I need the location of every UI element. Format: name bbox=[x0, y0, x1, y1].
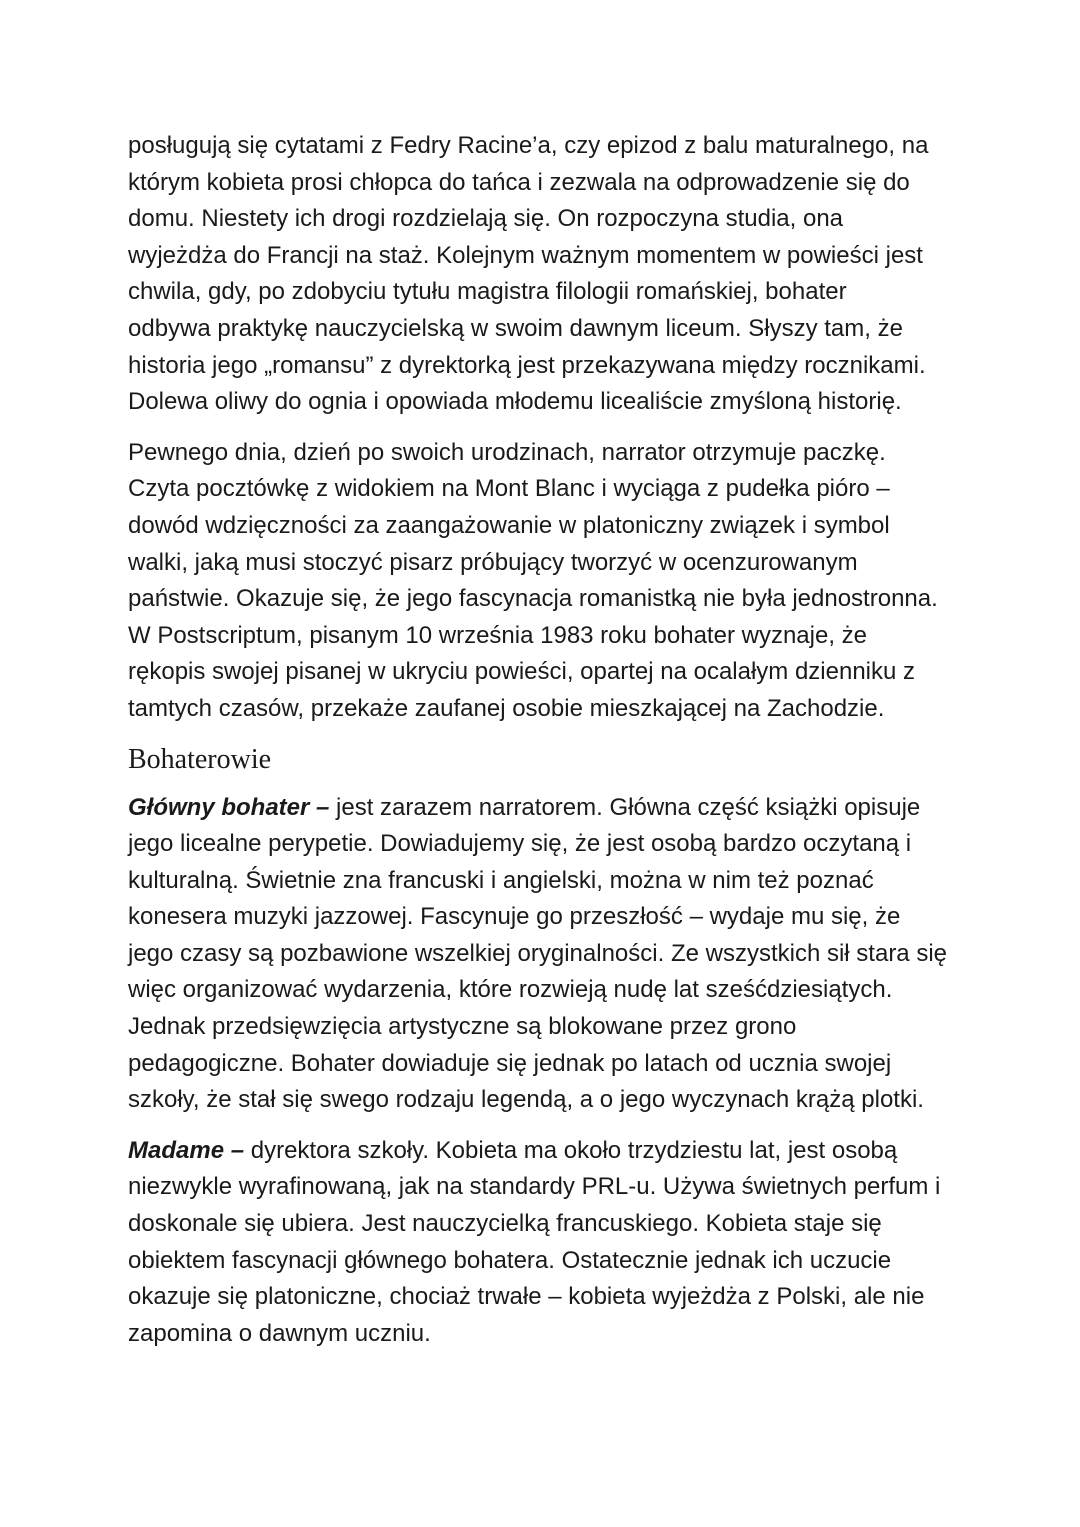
text-line: Czyta pocztówkę z widokiem na Mont Blanc i wyciąga z pudełka pióro – bbox=[128, 475, 890, 503]
intro-paragraph-1 bbox=[128, 128, 958, 421]
text-line: odbywa praktykę nauczycielską w swoim dawnym liceum. Słyszy tam, że bbox=[128, 314, 903, 342]
text-line: wyjeżdża do Francji na staż. Kolejnym ważnym momentem w powieści jest bbox=[128, 241, 923, 269]
document-page bbox=[128, 128, 958, 1366]
text-line: walki, jaką musi stoczyć pisarz próbujący tworzyć w ocenzurowanym bbox=[128, 548, 858, 576]
text-line: domu. Niestety ich drogi rozdzielają się. On rozpoczyna studia, ona bbox=[128, 205, 844, 233]
text-line bbox=[128, 790, 958, 827]
text-line: dowód wdzięczności za zaangażowanie w platoniczny związek i symbol bbox=[128, 511, 890, 539]
text-line: pedagogiczne. Bohater dowiaduje się jednak po latach od ucznia swojej bbox=[128, 1049, 892, 1077]
text-line: W Postscriptum, pisanym 10 września 1983 roku bohater wyznaje, że bbox=[128, 621, 867, 649]
intro-paragraph-2 bbox=[128, 435, 958, 728]
madame-text: dyrektora szkoły. Kobieta ma około trzydziestu lat, jest osobą bbox=[244, 1136, 898, 1164]
text-line: konesera muzyki jazzowej. Fascynuje go przeszłość – wydaje mu się, że bbox=[128, 903, 901, 931]
text-line bbox=[128, 1133, 958, 1170]
text-line: zapomina o dawnym uczniu. bbox=[128, 1319, 431, 1347]
hero-paragraph bbox=[128, 790, 958, 1119]
text-line: Jednak przedsięwzięcia artystyczne są blokowane przez grono bbox=[128, 1013, 797, 1041]
text-line: Pewnego dnia, dzień po swoich urodzinach, narrator otrzymuje paczkę. bbox=[128, 438, 886, 466]
text-line: jego czasy są pozbawione wszelkiej oryginalności. Ze wszystkich sił stara się bbox=[128, 939, 947, 967]
text-line: posługują się cytatami z Fedry Racine’a, czy epizod z balu maturalnego, na bbox=[128, 132, 929, 159]
text-line: tamtych czasów, przekaże zaufanej osobie mieszkającej na Zachodzie. bbox=[128, 694, 885, 722]
madame-paragraph bbox=[128, 1133, 958, 1353]
text-line: jego licealne perypetie. Dowiadujemy się, że jest osobą bardzo oczytaną i bbox=[128, 830, 912, 858]
hero-text: jest zarazem narratorem. Główna część książki opisuje bbox=[329, 793, 921, 821]
text-line: okazuje się platoniczne, chociaż trwałe – kobieta wyjeżdża z Polski, ale nie bbox=[128, 1283, 925, 1311]
hero-term: Główny bohater – bbox=[128, 793, 330, 821]
text-line: chwila, gdy, po zdobyciu tytułu magistra filologii romańskiej, bohater bbox=[128, 278, 847, 306]
text-line: niezwykle wyrafinowaną, jak na standardy PRL-u. Używa świetnych perfum i bbox=[128, 1173, 941, 1201]
text-line: którym kobieta prosi chłopca do tańca i zezwala na odprowadzenie się do bbox=[128, 168, 910, 196]
text-line: Dolewa oliwy do ognia i opowiada młodemu licealiście zmyśloną historię. bbox=[128, 388, 902, 416]
text-line: historia jego „romansu” z dyrektorką jest przekazywana między rocznikami. bbox=[128, 351, 926, 379]
madame-term: Madame – bbox=[128, 1136, 245, 1164]
text-line: doskonale się ubiera. Jest nauczycielką francuskiego. Kobieta staje się bbox=[128, 1210, 882, 1238]
text-line: więc organizować wydarzenia, które rozwieją nudę lat sześćdziesiątych. bbox=[128, 976, 893, 1004]
text-line: szkoły, że stał się swego rodzaju legendą, a o jego wyczynach krążą plotki. bbox=[128, 1086, 924, 1114]
text-line: rękopis swojej pisanej w ukryciu powieści, opartej na ocalałym dzienniku z bbox=[128, 658, 916, 686]
text-line: obiektem fascynacji głównego bohatera. Ostatecznie jednak ich uczucie bbox=[128, 1246, 892, 1274]
section-heading: Bohaterowie bbox=[128, 743, 272, 775]
text-line: kulturalną. Świetnie zna francuski i angielski, można w nim też poznać bbox=[128, 866, 874, 894]
text-line: państwie. Okazuje się, że jego fascynacja romanistką nie była jednostronna. bbox=[128, 585, 938, 613]
